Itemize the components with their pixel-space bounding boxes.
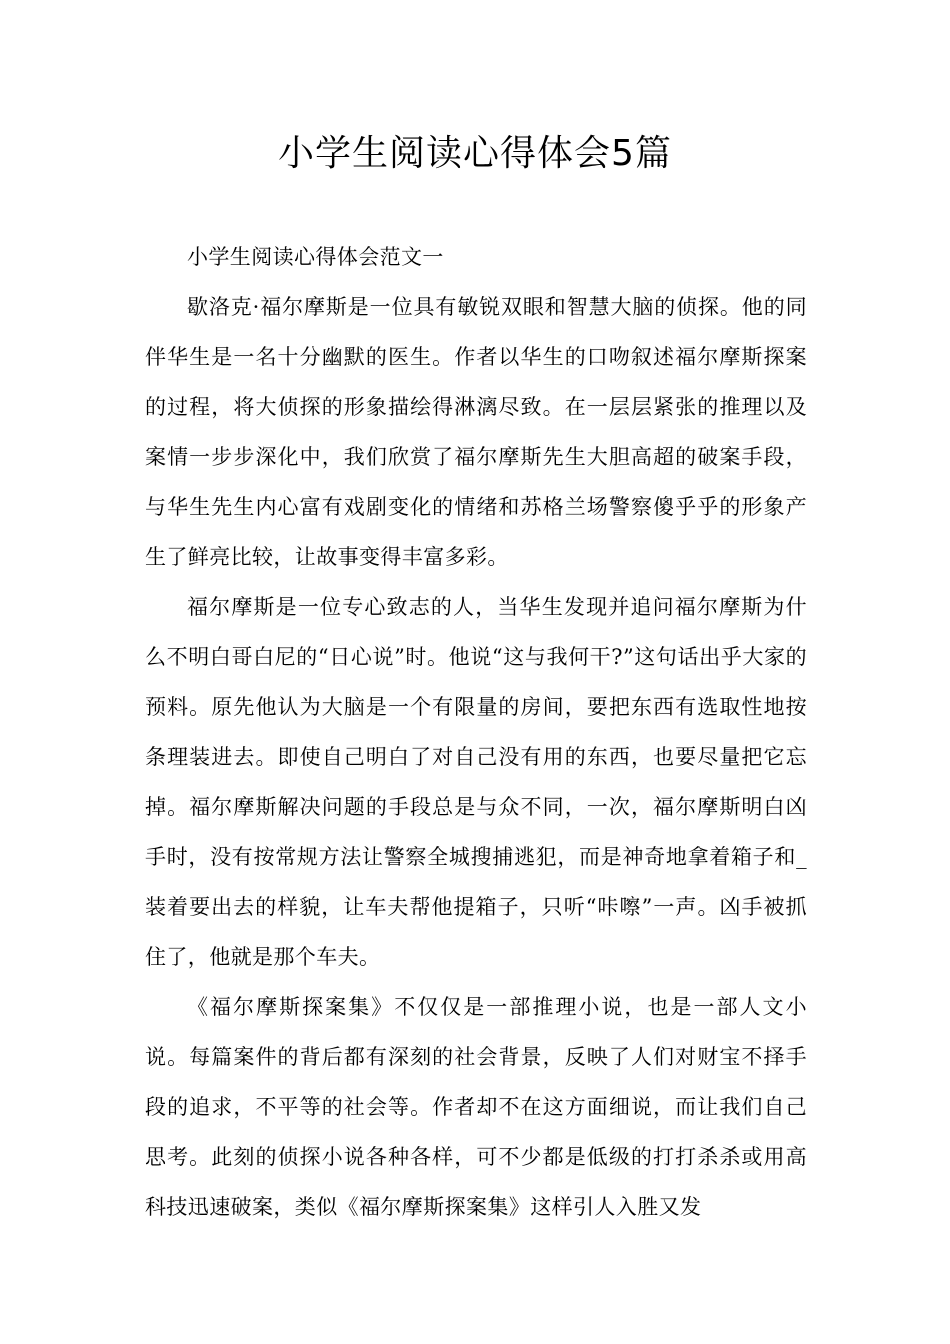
paragraph: 《福尔摩斯探案集》不仅仅是一部推理小说，也是一部人文小说。每篇案件的背后都有深刻的社会背景，反映了人们对财宝不择手段的追求，不平等的社会等。作者却不在这方面细说，而让我们自己思考。此刻的侦探小说各种各样，可不少都是低级的打打杀杀或用高科技迅速破案，类似《福尔摩斯探案集》这样引人入胜又发 <box>145 995 807 1219</box>
paragraph: 歇洛克·福尔摩斯是一位具有敏锐双眼和智慧大脑的侦探。他的同伴华生是一名十分幽默的医生。作者以华生的口吻叙述福尔摩斯探案的过程，将大侦探的形象描绘得淋漓尽致。在一层层紧张的推理以及案情一步步深化中，我们欣赏了福尔摩斯先生大胆高超的破案手段，与华生先生内心富有戏剧变化的情绪和苏格兰场警察傻乎乎的形象产生了鲜亮比较，让故事变得丰富多彩。 <box>145 295 807 569</box>
document-body <box>145 232 807 1232</box>
document-title: 小学生阅读心得体会5篇 <box>278 133 672 174</box>
paragraph: 福尔摩斯是一位专心致志的人，当华生发现并追问福尔摩斯为什么不明白哥白尼的“日心说”时。他说“这与我何干?”这句话出乎大家的预料。原先他认为大脑是一个有限量的房间，要把东西有选取性地按条理装进去。即使自己明白了对自己没有用的东西，也要尽量把它忘掉。福尔摩斯解决问题的手段总是与众不同，一次，福尔摩斯明白凶手时，没有按常规方法让警察全城搜捕逃犯，而是神奇地拿着箱子和_装着要出去的样貌，让车夫帮他提箱子，只听“咔嚓”一声。凶手被抓住了，他就是那个车夫。 <box>145 595 807 969</box>
section-heading: 小学生阅读心得体会范文一 <box>187 245 444 269</box>
